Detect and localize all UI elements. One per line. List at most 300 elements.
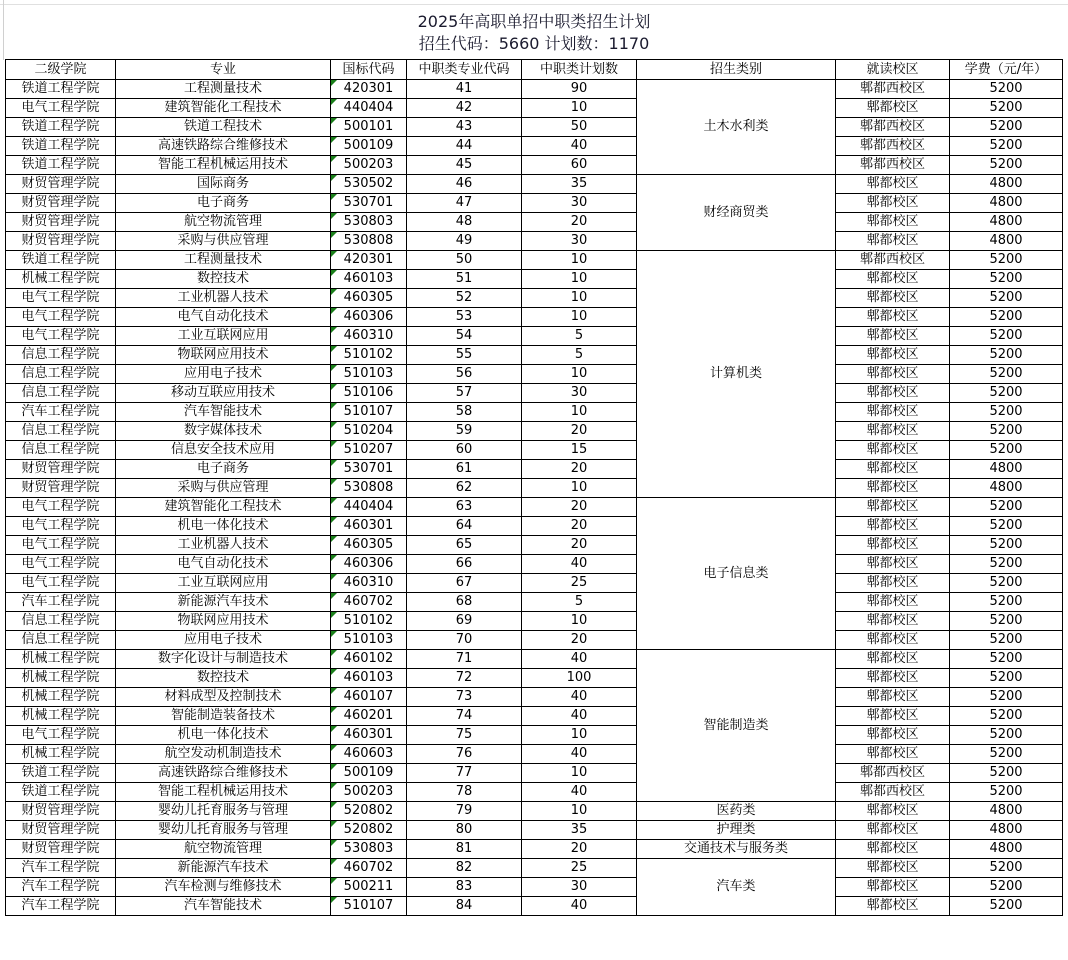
plan-count-cell[interactable]: 40 — [522, 650, 637, 669]
plan-count-cell[interactable]: 10 — [522, 270, 637, 289]
national-code-cell[interactable]: 530701 — [331, 194, 407, 213]
campus-cell[interactable]: 郫都校区 — [836, 859, 950, 878]
plan-count-cell[interactable]: 10 — [522, 612, 637, 631]
category-cell[interactable]: 医药类 — [637, 802, 836, 821]
campus-cell[interactable]: 郫都校区 — [836, 99, 950, 118]
tuition-cell[interactable]: 5200 — [950, 650, 1063, 669]
tuition-cell[interactable]: 5200 — [950, 365, 1063, 384]
national-code-cell[interactable]: 500203 — [331, 783, 407, 802]
college-cell[interactable]: 汽车工程学院 — [6, 403, 116, 422]
tuition-cell[interactable]: 5200 — [950, 859, 1063, 878]
category-cell[interactable]: 土木水利类 — [637, 80, 836, 175]
major-cell[interactable]: 物联网应用技术 — [116, 612, 331, 631]
national-code-cell[interactable]: 460306 — [331, 555, 407, 574]
secondary-code-cell[interactable]: 60 — [407, 441, 522, 460]
major-cell[interactable]: 机电一体化技术 — [116, 726, 331, 745]
plan-count-cell[interactable]: 100 — [522, 669, 637, 688]
major-cell[interactable]: 电子商务 — [116, 460, 331, 479]
plan-count-cell[interactable]: 10 — [522, 99, 637, 118]
secondary-code-cell[interactable]: 67 — [407, 574, 522, 593]
plan-count-cell[interactable]: 10 — [522, 365, 637, 384]
tuition-cell[interactable]: 5200 — [950, 403, 1063, 422]
college-cell[interactable]: 财贸管理学院 — [6, 232, 116, 251]
plan-count-cell[interactable]: 20 — [522, 536, 637, 555]
header-major[interactable]: 专业 — [116, 60, 331, 80]
major-cell[interactable]: 信息安全技术应用 — [116, 441, 331, 460]
plan-count-cell[interactable]: 30 — [522, 232, 637, 251]
national-code-cell[interactable]: 530502 — [331, 175, 407, 194]
major-cell[interactable]: 电气自动化技术 — [116, 555, 331, 574]
campus-cell[interactable]: 郫都校区 — [836, 384, 950, 403]
major-cell[interactable]: 应用电子技术 — [116, 365, 331, 384]
plan-count-cell[interactable]: 40 — [522, 555, 637, 574]
college-cell[interactable]: 电气工程学院 — [6, 536, 116, 555]
college-cell[interactable]: 电气工程学院 — [6, 327, 116, 346]
secondary-code-cell[interactable]: 47 — [407, 194, 522, 213]
plan-count-cell[interactable]: 5 — [522, 327, 637, 346]
secondary-code-cell[interactable]: 42 — [407, 99, 522, 118]
campus-cell[interactable]: 郫都校区 — [836, 365, 950, 384]
college-cell[interactable]: 电气工程学院 — [6, 289, 116, 308]
campus-cell[interactable]: 郫都校区 — [836, 175, 950, 194]
campus-cell[interactable]: 郫都校区 — [836, 688, 950, 707]
category-cell[interactable]: 智能制造类 — [637, 650, 836, 802]
national-code-cell[interactable]: 460301 — [331, 726, 407, 745]
national-code-cell[interactable]: 530803 — [331, 840, 407, 859]
major-cell[interactable]: 移动互联应用技术 — [116, 384, 331, 403]
plan-count-cell[interactable]: 20 — [522, 517, 637, 536]
category-cell[interactable]: 电子信息类 — [637, 498, 836, 650]
tuition-cell[interactable]: 5200 — [950, 669, 1063, 688]
national-code-cell[interactable]: 500211 — [331, 878, 407, 897]
college-cell[interactable]: 信息工程学院 — [6, 384, 116, 403]
plan-count-cell[interactable]: 25 — [522, 859, 637, 878]
secondary-code-cell[interactable]: 77 — [407, 764, 522, 783]
major-cell[interactable]: 高速铁路综合维修技术 — [116, 764, 331, 783]
major-cell[interactable]: 采购与供应管理 — [116, 479, 331, 498]
campus-cell[interactable]: 郫都校区 — [836, 289, 950, 308]
college-cell[interactable]: 电气工程学院 — [6, 726, 116, 745]
tuition-cell[interactable]: 4800 — [950, 175, 1063, 194]
secondary-code-cell[interactable]: 65 — [407, 536, 522, 555]
tuition-cell[interactable]: 5200 — [950, 99, 1063, 118]
campus-cell[interactable]: 郫都校区 — [836, 308, 950, 327]
major-cell[interactable]: 建筑智能化工程技术 — [116, 99, 331, 118]
college-cell[interactable]: 信息工程学院 — [6, 631, 116, 650]
college-cell[interactable]: 铁道工程学院 — [6, 764, 116, 783]
college-cell[interactable]: 财贸管理学院 — [6, 460, 116, 479]
campus-cell[interactable]: 郫都校区 — [836, 346, 950, 365]
major-cell[interactable]: 汽车检测与维修技术 — [116, 878, 331, 897]
college-cell[interactable]: 电气工程学院 — [6, 498, 116, 517]
secondary-code-cell[interactable]: 54 — [407, 327, 522, 346]
tuition-cell[interactable]: 5200 — [950, 118, 1063, 137]
plan-count-cell[interactable]: 10 — [522, 403, 637, 422]
plan-count-cell[interactable]: 10 — [522, 251, 637, 270]
secondary-code-cell[interactable]: 73 — [407, 688, 522, 707]
plan-count-cell[interactable]: 20 — [522, 460, 637, 479]
campus-cell[interactable]: 郫都校区 — [836, 460, 950, 479]
national-code-cell[interactable]: 510106 — [331, 384, 407, 403]
college-cell[interactable]: 铁道工程学院 — [6, 118, 116, 137]
national-code-cell[interactable]: 460103 — [331, 270, 407, 289]
national-code-cell[interactable]: 530701 — [331, 460, 407, 479]
major-cell[interactable]: 铁道工程技术 — [116, 118, 331, 137]
secondary-code-cell[interactable]: 41 — [407, 80, 522, 99]
plan-count-cell[interactable]: 25 — [522, 574, 637, 593]
major-cell[interactable]: 机电一体化技术 — [116, 517, 331, 536]
tuition-cell[interactable]: 5200 — [950, 612, 1063, 631]
national-code-cell[interactable]: 460305 — [331, 289, 407, 308]
tuition-cell[interactable]: 4800 — [950, 479, 1063, 498]
tuition-cell[interactable]: 5200 — [950, 137, 1063, 156]
major-cell[interactable]: 工业机器人技术 — [116, 536, 331, 555]
plan-count-cell[interactable]: 40 — [522, 745, 637, 764]
major-cell[interactable]: 数字化设计与制造技术 — [116, 650, 331, 669]
category-cell[interactable]: 交通技术与服务类 — [637, 840, 836, 859]
tuition-cell[interactable]: 4800 — [950, 232, 1063, 251]
plan-count-cell[interactable]: 40 — [522, 688, 637, 707]
national-code-cell[interactable]: 440404 — [331, 498, 407, 517]
major-cell[interactable]: 电子商务 — [116, 194, 331, 213]
college-cell[interactable]: 信息工程学院 — [6, 365, 116, 384]
campus-cell[interactable]: 郫都校区 — [836, 574, 950, 593]
campus-cell[interactable]: 郫都校区 — [836, 517, 950, 536]
plan-count-cell[interactable]: 20 — [522, 840, 637, 859]
national-code-cell[interactable]: 460103 — [331, 669, 407, 688]
major-cell[interactable]: 智能制造装备技术 — [116, 707, 331, 726]
campus-cell[interactable]: 郫都校区 — [836, 612, 950, 631]
college-cell[interactable]: 汽车工程学院 — [6, 878, 116, 897]
national-code-cell[interactable]: 510102 — [331, 346, 407, 365]
national-code-cell[interactable]: 460201 — [331, 707, 407, 726]
campus-cell[interactable]: 郫都西校区 — [836, 118, 950, 137]
major-cell[interactable]: 采购与供应管理 — [116, 232, 331, 251]
national-code-cell[interactable]: 460310 — [331, 327, 407, 346]
campus-cell[interactable]: 郫都校区 — [836, 802, 950, 821]
secondary-code-cell[interactable]: 62 — [407, 479, 522, 498]
major-cell[interactable]: 工业互联网应用 — [116, 574, 331, 593]
major-cell[interactable]: 婴幼儿托育服务与管理 — [116, 802, 331, 821]
tuition-cell[interactable]: 5200 — [950, 346, 1063, 365]
college-cell[interactable]: 铁道工程学院 — [6, 783, 116, 802]
header-campus[interactable]: 就读校区 — [836, 60, 950, 80]
college-cell[interactable]: 机械工程学院 — [6, 707, 116, 726]
campus-cell[interactable]: 郫都校区 — [836, 479, 950, 498]
tuition-cell[interactable]: 5200 — [950, 878, 1063, 897]
header-secondary-code[interactable]: 中职类专业代码 — [407, 60, 522, 80]
tuition-cell[interactable]: 5200 — [950, 289, 1063, 308]
secondary-code-cell[interactable]: 53 — [407, 308, 522, 327]
major-cell[interactable]: 智能工程机械运用技术 — [116, 783, 331, 802]
secondary-code-cell[interactable]: 57 — [407, 384, 522, 403]
college-cell[interactable]: 汽车工程学院 — [6, 897, 116, 916]
tuition-cell[interactable]: 4800 — [950, 194, 1063, 213]
campus-cell[interactable]: 郫都校区 — [836, 669, 950, 688]
national-code-cell[interactable]: 510103 — [331, 365, 407, 384]
campus-cell[interactable]: 郫都校区 — [836, 631, 950, 650]
tuition-cell[interactable]: 5200 — [950, 897, 1063, 916]
secondary-code-cell[interactable]: 72 — [407, 669, 522, 688]
college-cell[interactable]: 电气工程学院 — [6, 574, 116, 593]
tuition-cell[interactable]: 5200 — [950, 384, 1063, 403]
college-cell[interactable]: 铁道工程学院 — [6, 156, 116, 175]
tuition-cell[interactable]: 4800 — [950, 821, 1063, 840]
national-code-cell[interactable]: 510107 — [331, 403, 407, 422]
campus-cell[interactable]: 郫都校区 — [836, 897, 950, 916]
major-cell[interactable]: 航空物流管理 — [116, 213, 331, 232]
campus-cell[interactable]: 郫都校区 — [836, 745, 950, 764]
major-cell[interactable]: 数控技术 — [116, 669, 331, 688]
secondary-code-cell[interactable]: 70 — [407, 631, 522, 650]
header-category[interactable]: 招生类别 — [637, 60, 836, 80]
category-cell[interactable]: 汽车类 — [637, 859, 836, 916]
college-cell[interactable]: 机械工程学院 — [6, 688, 116, 707]
national-code-cell[interactable]: 500101 — [331, 118, 407, 137]
secondary-code-cell[interactable]: 66 — [407, 555, 522, 574]
secondary-code-cell[interactable]: 69 — [407, 612, 522, 631]
national-code-cell[interactable]: 520802 — [331, 821, 407, 840]
tuition-cell[interactable]: 5200 — [950, 270, 1063, 289]
plan-count-cell[interactable]: 40 — [522, 783, 637, 802]
college-cell[interactable]: 电气工程学院 — [6, 555, 116, 574]
plan-count-cell[interactable]: 30 — [522, 878, 637, 897]
plan-count-cell[interactable]: 35 — [522, 175, 637, 194]
national-code-cell[interactable]: 510102 — [331, 612, 407, 631]
tuition-cell[interactable]: 4800 — [950, 802, 1063, 821]
national-code-cell[interactable]: 460305 — [331, 536, 407, 555]
category-cell[interactable]: 财经商贸类 — [637, 175, 836, 251]
campus-cell[interactable]: 郫都校区 — [836, 536, 950, 555]
campus-cell[interactable]: 郫都校区 — [836, 213, 950, 232]
tuition-cell[interactable]: 5200 — [950, 498, 1063, 517]
plan-count-cell[interactable]: 10 — [522, 764, 637, 783]
major-cell[interactable]: 工业机器人技术 — [116, 289, 331, 308]
plan-count-cell[interactable]: 40 — [522, 897, 637, 916]
major-cell[interactable]: 数字媒体技术 — [116, 422, 331, 441]
secondary-code-cell[interactable]: 44 — [407, 137, 522, 156]
campus-cell[interactable]: 郫都校区 — [836, 498, 950, 517]
campus-cell[interactable]: 郫都校区 — [836, 821, 950, 840]
college-cell[interactable]: 财贸管理学院 — [6, 194, 116, 213]
major-cell[interactable]: 工程测量技术 — [116, 251, 331, 270]
secondary-code-cell[interactable]: 75 — [407, 726, 522, 745]
national-code-cell[interactable]: 460702 — [331, 859, 407, 878]
tuition-cell[interactable]: 5200 — [950, 422, 1063, 441]
plan-count-cell[interactable]: 60 — [522, 156, 637, 175]
secondary-code-cell[interactable]: 80 — [407, 821, 522, 840]
secondary-code-cell[interactable]: 58 — [407, 403, 522, 422]
tuition-cell[interactable]: 5200 — [950, 441, 1063, 460]
college-cell[interactable]: 信息工程学院 — [6, 612, 116, 631]
major-cell[interactable]: 婴幼儿托育服务与管理 — [116, 821, 331, 840]
secondary-code-cell[interactable]: 68 — [407, 593, 522, 612]
major-cell[interactable]: 航空物流管理 — [116, 840, 331, 859]
college-cell[interactable]: 铁道工程学院 — [6, 251, 116, 270]
major-cell[interactable]: 物联网应用技术 — [116, 346, 331, 365]
category-cell[interactable]: 计算机类 — [637, 251, 836, 498]
plan-count-cell[interactable]: 35 — [522, 821, 637, 840]
secondary-code-cell[interactable]: 50 — [407, 251, 522, 270]
national-code-cell[interactable]: 530808 — [331, 479, 407, 498]
national-code-cell[interactable]: 460603 — [331, 745, 407, 764]
national-code-cell[interactable]: 440404 — [331, 99, 407, 118]
plan-count-cell[interactable]: 30 — [522, 194, 637, 213]
campus-cell[interactable]: 郫都校区 — [836, 878, 950, 897]
college-cell[interactable]: 汽车工程学院 — [6, 859, 116, 878]
major-cell[interactable]: 材料成型及控制技术 — [116, 688, 331, 707]
secondary-code-cell[interactable]: 52 — [407, 289, 522, 308]
national-code-cell[interactable]: 520802 — [331, 802, 407, 821]
plan-count-cell[interactable]: 20 — [522, 422, 637, 441]
header-college[interactable]: 二级学院 — [6, 60, 116, 80]
secondary-code-cell[interactable]: 83 — [407, 878, 522, 897]
national-code-cell[interactable]: 530808 — [331, 232, 407, 251]
major-cell[interactable]: 国际商务 — [116, 175, 331, 194]
national-code-cell[interactable]: 510207 — [331, 441, 407, 460]
major-cell[interactable]: 新能源汽车技术 — [116, 859, 331, 878]
tuition-cell[interactable]: 5200 — [950, 764, 1063, 783]
national-code-cell[interactable]: 460310 — [331, 574, 407, 593]
college-cell[interactable]: 汽车工程学院 — [6, 593, 116, 612]
campus-cell[interactable]: 郫都校区 — [836, 441, 950, 460]
campus-cell[interactable]: 郫都校区 — [836, 726, 950, 745]
category-cell[interactable]: 护理类 — [637, 821, 836, 840]
campus-cell[interactable]: 郫都西校区 — [836, 251, 950, 270]
college-cell[interactable]: 机械工程学院 — [6, 270, 116, 289]
tuition-cell[interactable]: 5200 — [950, 593, 1063, 612]
major-cell[interactable]: 航空发动机制造技术 — [116, 745, 331, 764]
college-cell[interactable]: 财贸管理学院 — [6, 213, 116, 232]
college-cell[interactable]: 铁道工程学院 — [6, 80, 116, 99]
campus-cell[interactable]: 郫都校区 — [836, 270, 950, 289]
campus-cell[interactable]: 郫都校区 — [836, 194, 950, 213]
tuition-cell[interactable]: 5200 — [950, 783, 1063, 802]
plan-count-cell[interactable]: 10 — [522, 726, 637, 745]
tuition-cell[interactable]: 5200 — [950, 156, 1063, 175]
college-cell[interactable]: 财贸管理学院 — [6, 479, 116, 498]
secondary-code-cell[interactable]: 55 — [407, 346, 522, 365]
campus-cell[interactable]: 郫都校区 — [836, 422, 950, 441]
campus-cell[interactable]: 郫都西校区 — [836, 156, 950, 175]
secondary-code-cell[interactable]: 81 — [407, 840, 522, 859]
secondary-code-cell[interactable]: 79 — [407, 802, 522, 821]
campus-cell[interactable]: 郫都西校区 — [836, 783, 950, 802]
college-cell[interactable]: 机械工程学院 — [6, 745, 116, 764]
tuition-cell[interactable]: 5200 — [950, 517, 1063, 536]
campus-cell[interactable]: 郫都校区 — [836, 593, 950, 612]
secondary-code-cell[interactable]: 49 — [407, 232, 522, 251]
national-code-cell[interactable]: 500109 — [331, 137, 407, 156]
national-code-cell[interactable]: 530803 — [331, 213, 407, 232]
major-cell[interactable]: 汽车智能技术 — [116, 403, 331, 422]
college-cell[interactable]: 财贸管理学院 — [6, 821, 116, 840]
secondary-code-cell[interactable]: 46 — [407, 175, 522, 194]
plan-count-cell[interactable]: 5 — [522, 593, 637, 612]
major-cell[interactable]: 汽车智能技术 — [116, 897, 331, 916]
plan-count-cell[interactable]: 10 — [522, 479, 637, 498]
national-code-cell[interactable]: 510107 — [331, 897, 407, 916]
national-code-cell[interactable]: 420301 — [331, 80, 407, 99]
tuition-cell[interactable]: 4800 — [950, 460, 1063, 479]
college-cell[interactable]: 信息工程学院 — [6, 422, 116, 441]
college-cell[interactable]: 信息工程学院 — [6, 441, 116, 460]
tuition-cell[interactable]: 5200 — [950, 327, 1063, 346]
secondary-code-cell[interactable]: 61 — [407, 460, 522, 479]
tuition-cell[interactable]: 5200 — [950, 688, 1063, 707]
tuition-cell[interactable]: 5200 — [950, 251, 1063, 270]
college-cell[interactable]: 财贸管理学院 — [6, 840, 116, 859]
tuition-cell[interactable]: 5200 — [950, 631, 1063, 650]
header-plan-count[interactable]: 中职类计划数 — [522, 60, 637, 80]
national-code-cell[interactable]: 420301 — [331, 251, 407, 270]
campus-cell[interactable]: 郫都校区 — [836, 840, 950, 859]
header-national-code[interactable]: 国标代码 — [331, 60, 407, 80]
secondary-code-cell[interactable]: 45 — [407, 156, 522, 175]
major-cell[interactable]: 工业互联网应用 — [116, 327, 331, 346]
campus-cell[interactable]: 郫都校区 — [836, 707, 950, 726]
national-code-cell[interactable]: 460102 — [331, 650, 407, 669]
tuition-cell[interactable]: 5200 — [950, 745, 1063, 764]
major-cell[interactable]: 电气自动化技术 — [116, 308, 331, 327]
plan-count-cell[interactable]: 10 — [522, 802, 637, 821]
plan-count-cell[interactable]: 40 — [522, 137, 637, 156]
college-cell[interactable]: 机械工程学院 — [6, 650, 116, 669]
campus-cell[interactable]: 郫都校区 — [836, 555, 950, 574]
college-cell[interactable]: 机械工程学院 — [6, 669, 116, 688]
tuition-cell[interactable]: 5200 — [950, 574, 1063, 593]
national-code-cell[interactable]: 500109 — [331, 764, 407, 783]
campus-cell[interactable]: 郫都校区 — [836, 650, 950, 669]
national-code-cell[interactable]: 460702 — [331, 593, 407, 612]
plan-count-cell[interactable]: 20 — [522, 213, 637, 232]
tuition-cell[interactable]: 5200 — [950, 555, 1063, 574]
plan-count-cell[interactable]: 15 — [522, 441, 637, 460]
national-code-cell[interactable]: 500203 — [331, 156, 407, 175]
secondary-code-cell[interactable]: 43 — [407, 118, 522, 137]
campus-cell[interactable]: 郫都西校区 — [836, 137, 950, 156]
major-cell[interactable]: 工程测量技术 — [116, 80, 331, 99]
secondary-code-cell[interactable]: 76 — [407, 745, 522, 764]
college-cell[interactable]: 财贸管理学院 — [6, 802, 116, 821]
tuition-cell[interactable]: 5200 — [950, 80, 1063, 99]
campus-cell[interactable]: 郫都校区 — [836, 327, 950, 346]
secondary-code-cell[interactable]: 51 — [407, 270, 522, 289]
major-cell[interactable]: 高速铁路综合维修技术 — [116, 137, 331, 156]
major-cell[interactable]: 新能源汽车技术 — [116, 593, 331, 612]
secondary-code-cell[interactable]: 78 — [407, 783, 522, 802]
college-cell[interactable]: 电气工程学院 — [6, 99, 116, 118]
header-tuition[interactable]: 学费（元/年） — [950, 60, 1063, 80]
tuition-cell[interactable]: 4800 — [950, 840, 1063, 859]
college-cell[interactable]: 电气工程学院 — [6, 517, 116, 536]
plan-count-cell[interactable]: 5 — [522, 346, 637, 365]
plan-count-cell[interactable]: 90 — [522, 80, 637, 99]
plan-count-cell[interactable]: 20 — [522, 498, 637, 517]
secondary-code-cell[interactable]: 63 — [407, 498, 522, 517]
plan-count-cell[interactable]: 40 — [522, 707, 637, 726]
college-cell[interactable]: 信息工程学院 — [6, 346, 116, 365]
plan-count-cell[interactable]: 10 — [522, 289, 637, 308]
plan-count-cell[interactable]: 20 — [522, 631, 637, 650]
campus-cell[interactable]: 郫都校区 — [836, 403, 950, 422]
campus-cell[interactable]: 郫都西校区 — [836, 80, 950, 99]
major-cell[interactable]: 应用电子技术 — [116, 631, 331, 650]
campus-cell[interactable]: 郫都校区 — [836, 232, 950, 251]
tuition-cell[interactable]: 5200 — [950, 536, 1063, 555]
tuition-cell[interactable]: 5200 — [950, 707, 1063, 726]
college-cell[interactable]: 财贸管理学院 — [6, 175, 116, 194]
